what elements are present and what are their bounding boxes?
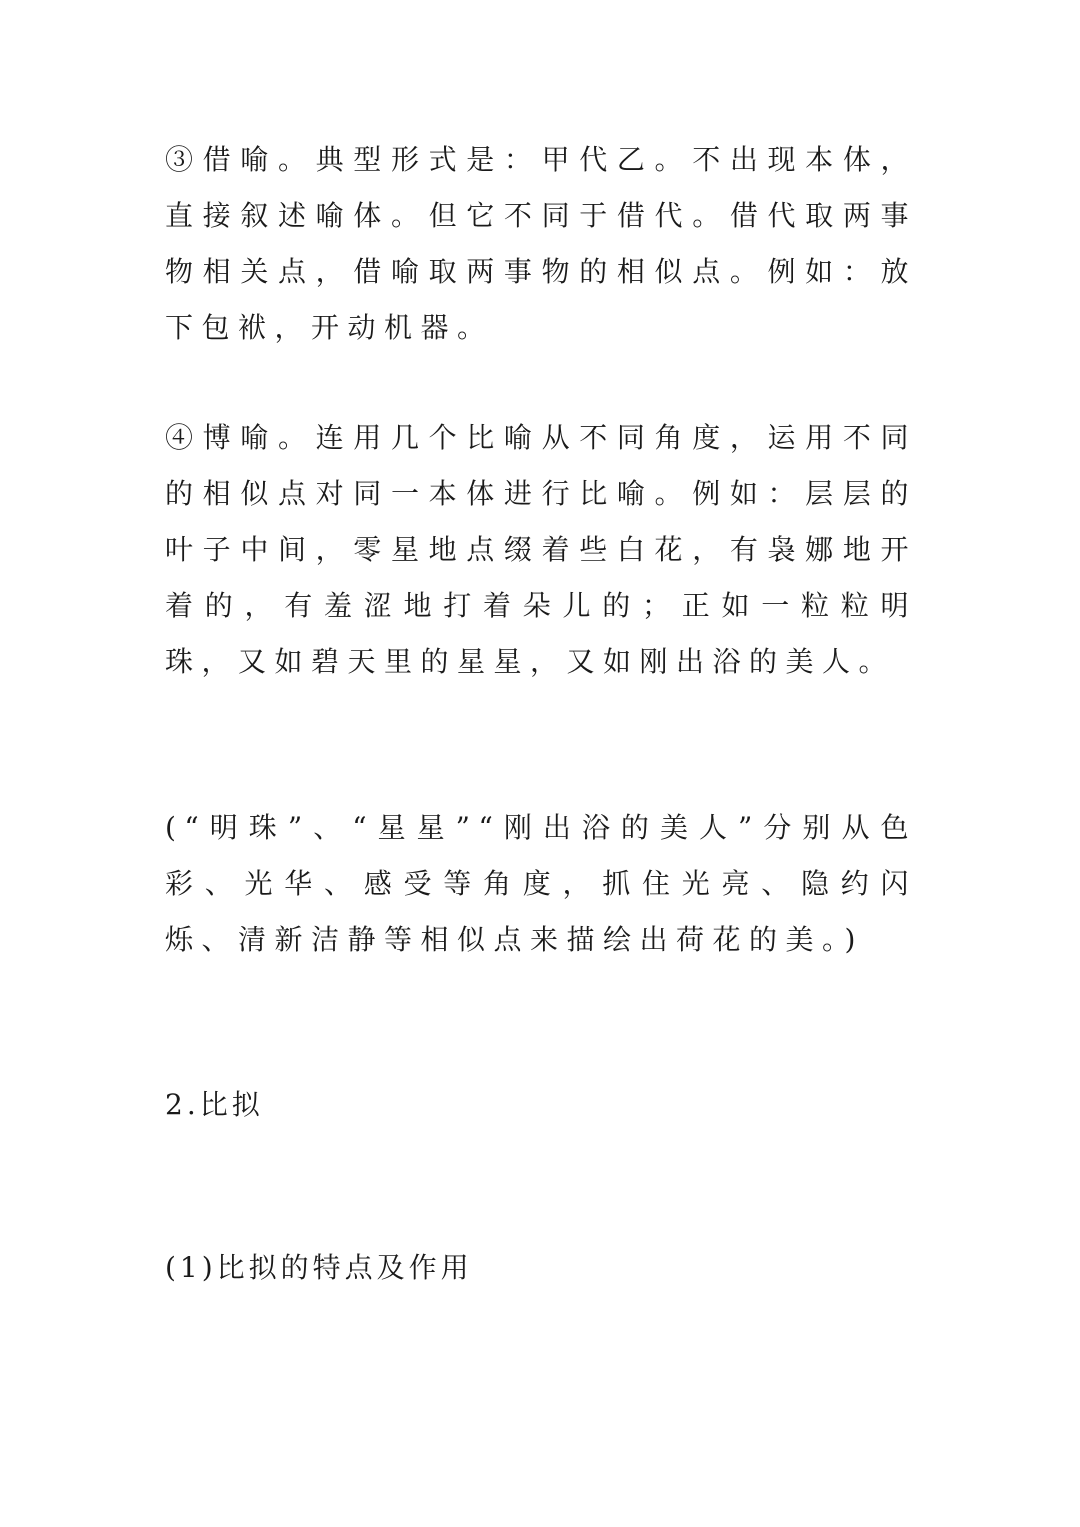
subsection-heading: (1)比拟的特点及作用 <box>165 1251 473 1284</box>
paragraph-metonymic-metaphor: ③借喻。典型形式是：甲代乙。不出现本体，直接叙述喻体。但它不同于借代。借代取两事物相关点，借喻取两事物的相似点。例如：放下包袱，开动机器。 <box>165 143 917 344</box>
section-heading: 2.比拟 <box>165 1088 264 1121</box>
paragraph-explanation-note: (“明珠”、“星星”“刚出浴的美人”分别从色彩、光华、感受等角度，抓住光亮、隐约闪烁、清新洁静等相似点来描绘出荷花的美。) <box>165 811 917 956</box>
paragraph-extended-metaphor: ④博喻。连用几个比喻从不同角度，运用不同的相似点对同一本体进行比喻。例如：层层的叶子中间，零星地点缀着些白花，有袅娜地开着的，有羞涩地打着朵儿的；正如一粒粒明珠，又如碧天里的星星，又如刚出浴的美人。 <box>165 421 917 678</box>
